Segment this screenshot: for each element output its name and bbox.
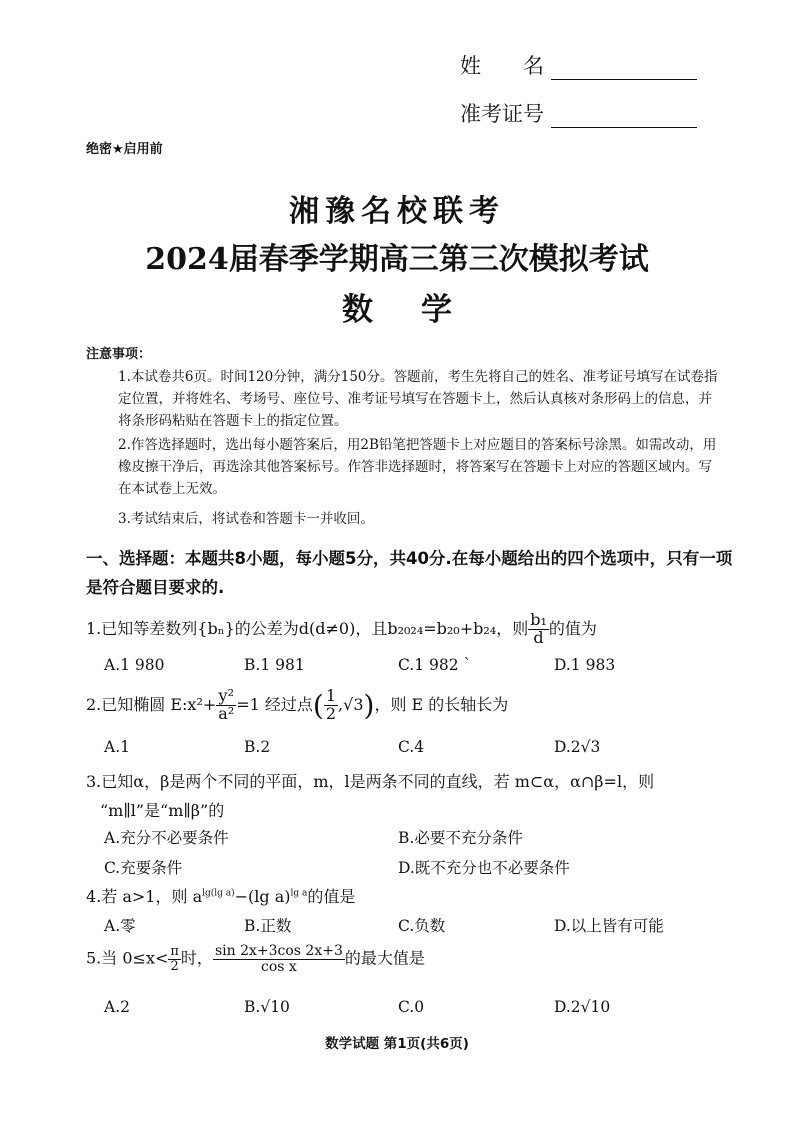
q1-option-d[interactable]: D.1 983: [554, 656, 616, 674]
subject-title: 数学: [342, 292, 500, 328]
question-1-text: 1.已知等差数列{bₙ}的公差为d(d≠0)，且b₂₀₂₄=b₂₀+b₂₄，则: [86, 618, 529, 638]
q3-option-a[interactable]: A.充分不必要条件: [104, 829, 229, 847]
q1-option-a[interactable]: A.1 980: [104, 656, 165, 674]
q3-option-b[interactable]: B.必要不充分条件: [398, 829, 523, 847]
q4-option-a[interactable]: A.零: [104, 917, 136, 935]
exam-title: 2024届春季学期高三第三次模拟考试: [145, 242, 649, 277]
question-1-tail: 的值为: [548, 618, 597, 638]
exam-id-field[interactable]: [460, 98, 697, 128]
q4-option-c[interactable]: C.负数: [398, 917, 446, 935]
name-field[interactable]: [460, 50, 697, 80]
question-1: [86, 612, 597, 647]
q3-option-c[interactable]: C.充要条件: [104, 859, 183, 877]
notes-heading: 注意事项：: [86, 347, 152, 362]
name-label: 姓 名: [460, 54, 544, 78]
question-3-line-2: “m∥l”是“m∥β”的: [100, 801, 225, 820]
q5-option-d[interactable]: D.2√10: [554, 998, 611, 1016]
question-2: 2.已知椭圆 E:x²+ $\frac{\text{y²}}{\text{a²}}$ =1 经过点( $\frac{1}{2}$ ,√3)，则 E 的长轴长为: [86, 686, 509, 723]
q5-option-a[interactable]: A.2: [104, 998, 130, 1016]
question-2-point-x: $\frac{1}{2}$: [325, 686, 337, 723]
q4-option-b[interactable]: B.正数: [244, 917, 292, 935]
q3-option-d[interactable]: D.既不充分也不必要条件: [398, 859, 570, 877]
q5-option-b[interactable]: B.√10: [244, 998, 290, 1016]
q2-option-d[interactable]: D.2√3: [554, 738, 601, 756]
q2-option-b[interactable]: B.2: [244, 738, 271, 756]
q2-option-c[interactable]: C.4: [398, 738, 425, 756]
q1-option-b[interactable]: B.1 981: [244, 656, 305, 674]
question-3-line-1: 3.已知α，β是两个不同的平面，m，l是两条不同的直线，若 m⊂α，α∩β=l，则: [86, 772, 655, 791]
question-5-limit: $\frac{\pi}{2}$: [170, 944, 179, 974]
question-5: 5.当 0≤x< $\frac{\pi}{2}$ 时， $\frac{\sin 2x+3\cos 2x+3}{\text{cos x}}$ 的最大值是: [86, 943, 425, 975]
note-item-3: 3.考试结束后，将试卷和答题卡一并收回。: [118, 511, 374, 527]
page-footer: 数学试题 第1页(共6页): [325, 1036, 469, 1052]
q5-option-c[interactable]: C.0: [398, 998, 425, 1016]
exam-union-title: 湘豫名校联考: [289, 194, 505, 229]
question-2-fraction: $\frac{\text{y²}}{\text{a²}}$: [218, 686, 235, 723]
section-heading: 一、选择题：本题共8小题，每小题5分，共40分.在每小题给出的四个选项中，只有一项是符合题目要求的.: [86, 549, 733, 597]
question-5-fraction: $\frac{\sin 2x+3\cos 2x+3}{\text{cos x}}$: [214, 943, 343, 975]
note-item-1: 1.本试卷共6页。时间120分钟，满分150分。答题前，考生先将自己的姓名、准考证号填写在试卷指定位置，并将姓名、考场号、座位号、准考证号填写在答题卡上，然后认真核对条形码上的信息，并将条形码粘贴在答题卡上的指定位置。: [118, 369, 718, 429]
note-item-2: 2.作答选择题时，选出每小题答案后，用2B铅笔把答题卡上对应题目的答案标号涂黑。如需改动，用橡皮擦干净后，再选涂其他答案标号。作答非选择题时，将答案写在答题卡上对应的答题区域内。写在本试卷上无效。: [118, 437, 717, 497]
q4-option-d[interactable]: D.以上皆有可能: [554, 917, 664, 935]
exam-id-blank[interactable]: [551, 127, 697, 128]
question-2-text: 2.已知椭圆 E:x²+: [86, 694, 217, 714]
question-4: 4.若 a>1，则 $a^{lg(lg a)}-(\lg$ a)$^{lg a}$的值是: [86, 887, 356, 906]
confidential-mark: 绝密★启用前: [86, 142, 163, 157]
question-1-fraction: $\frac{\text{b₁}}{d}$: [530, 610, 547, 647]
name-blank[interactable]: [551, 79, 697, 80]
q1-option-c[interactable]: C.1 982 ˋ: [398, 656, 472, 674]
exam-id-label: 准考证号: [460, 102, 544, 126]
q2-option-a[interactable]: A.1: [104, 738, 130, 756]
